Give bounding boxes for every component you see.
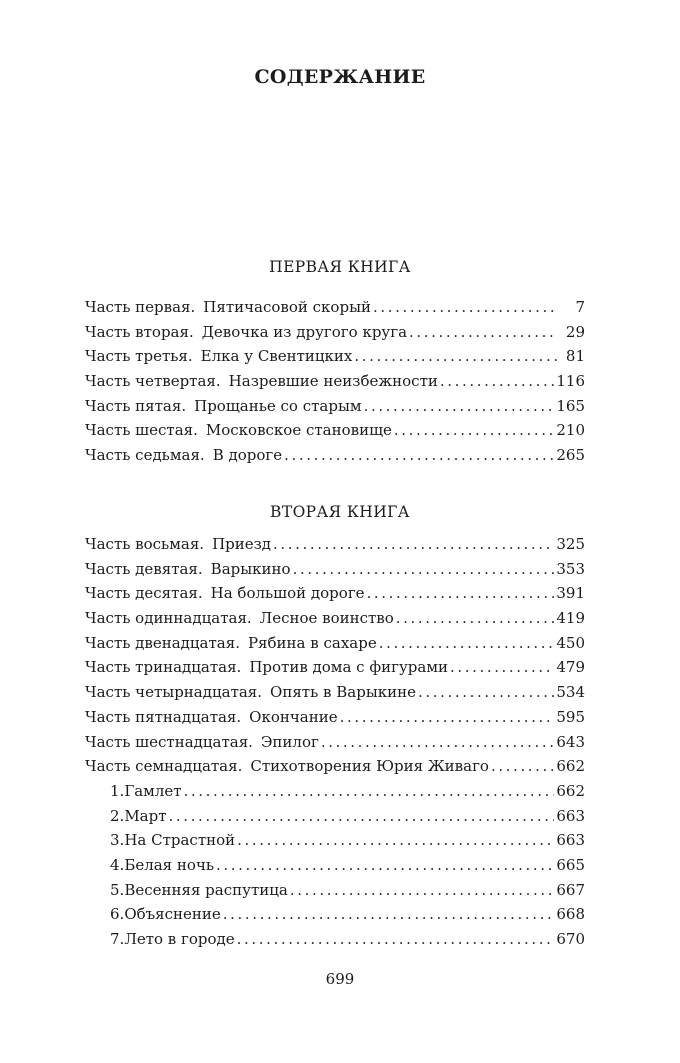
dot-leader [284,446,554,464]
poem-number: 5. [110,880,125,899]
entry-title: Эпилог [260,732,319,751]
entry-part-label: Часть третья. [85,347,193,366]
poem-title: Март [124,806,167,825]
entry-title: Опять в Варыкине [270,683,417,702]
dot-leader [223,905,555,923]
entry-part-label: Часть первая. [85,298,196,316]
entry-part-label: Часть пятнадцатая. [85,707,242,726]
entry-title: Варыкино [210,559,291,578]
entry-page-number: 165 [556,396,585,415]
dot-leader [237,831,554,849]
entry-page-number: 668 [556,905,585,924]
dot-leader [409,323,557,341]
dot-leader [418,683,554,701]
poem-entry [85,831,585,856]
entry-title: Девочка из другого круга [201,322,408,341]
entry-title: Приезд [212,535,272,553]
poem-entry [85,905,585,930]
poem-title: Гамлет [124,781,182,800]
entry-title: Пятичасовой скорый [203,298,371,316]
dot-leader [440,372,554,390]
dot-leader [169,807,555,825]
entry-part-label: Часть вторая. [85,322,194,341]
entry-page-number: 265 [556,446,585,465]
dot-leader [379,634,555,652]
entry-title: Елка у Свентицких [200,347,353,366]
entry-part-label: Часть четырнадцатая. [85,683,263,702]
poem-title: Белая ночь [124,855,215,874]
poem-title: На Страстной [124,831,236,850]
entry-part-label: Часть шестнадцатая. [85,732,253,751]
entry-page-number: 665 [556,855,585,874]
entry-title: Стихотворения Юрия Живаго [250,757,489,776]
dot-leader [237,930,555,948]
toc-entry [85,609,585,634]
entry-part-label: Часть восьмая. [85,535,205,553]
entry-page-number: 7 [575,298,585,316]
entry-page-number: 29 [565,322,585,341]
dot-leader [290,881,555,899]
dot-leader [340,708,555,726]
entry-title: На большой дороге [210,584,365,603]
poem-entry [85,881,585,906]
poem-number: 2. [110,806,125,825]
toc-entry [85,584,585,609]
entry-page-number: 116 [556,372,585,391]
dot-leader [396,609,555,627]
toc-entry [85,397,585,422]
dot-leader [394,421,554,439]
toc-entry [85,560,585,585]
book-two-toc [85,535,585,955]
book-one-toc [85,298,585,471]
poem-number: 4. [110,855,125,874]
dot-leader [184,782,555,800]
entry-page-number: 595 [556,707,585,726]
toc-entry [85,323,585,348]
entry-page-number: 663 [556,831,585,850]
entry-part-label: Часть двенадцатая. [85,633,240,652]
toc-entry [85,683,585,708]
poem-title: Лето в городе [124,930,235,948]
entry-page-number: 450 [556,633,585,652]
poem-title: Весенняя распутица [124,880,288,899]
book-two-title: ВТОРАЯ КНИГА [270,503,410,521]
entry-page-number: 662 [556,757,585,776]
entry-part-label: Часть шестая. [85,421,198,440]
poem-entry [85,930,585,955]
entry-page-number: 670 [556,930,585,948]
dot-leader [273,535,554,553]
toc-entry [85,733,585,758]
poem-title: Объяснение [124,905,221,924]
contents-title: СОДЕРЖАНИЕ [254,66,426,88]
toc-entry [85,347,585,372]
poem-number: 1. [110,781,125,800]
entry-title: Назревшие неизбежности [228,372,438,391]
entry-part-label: Часть четвертая. [85,372,221,391]
poem-number: 6. [110,905,125,924]
toc-entry [85,446,585,471]
toc-entry [85,658,585,683]
toc-entry [85,708,585,733]
poem-entry [85,782,585,807]
entry-page-number: 353 [556,559,585,578]
toc-entry [85,634,585,659]
entry-title: Окончание [249,707,338,726]
entry-page-number: 662 [556,781,585,800]
toc-entry [85,298,585,323]
entry-title: Московское становище [205,421,392,440]
entry-page-number: 391 [556,584,585,603]
toc-entry [85,372,585,397]
entry-part-label: Часть тринадцатая. [85,658,242,677]
poem-entry [85,856,585,881]
dot-leader [216,856,554,874]
dot-leader [367,584,555,602]
entry-page-number: 667 [556,880,585,899]
entry-page-number: 325 [556,535,585,553]
entry-part-label: Часть девятая. [85,559,203,578]
entry-part-label: Часть седьмая. [85,446,205,465]
entry-title: В дороге [212,446,283,465]
entry-title: Рябина в сахаре [247,633,377,652]
entry-part-label: Часть одиннадцатая. [85,609,252,628]
entry-title: Лесное воинство [259,609,394,628]
entry-page-number: 534 [556,683,585,702]
entry-part-label: Часть семнадцатая. [85,757,243,776]
dot-leader [491,757,554,775]
dot-leader [321,733,555,751]
poem-entry [85,807,585,832]
entry-title: Против дома с фигурами [249,658,448,677]
entry-page-number: 643 [556,732,585,751]
entry-part-label: Часть десятая. [85,584,203,603]
poem-number: 3. [110,831,125,850]
entry-part-label: Часть пятая. [85,396,187,415]
entry-page-number: 81 [565,347,585,366]
toc-entry [85,421,585,446]
page-number: 699 [325,970,355,988]
dot-leader [373,298,557,316]
dot-leader [364,397,555,415]
entry-page-number: 479 [556,658,585,677]
book-one-title: ПЕРВАЯ КНИГА [269,258,411,276]
entry-page-number: 419 [556,609,585,628]
entry-page-number: 663 [556,806,585,825]
poem-number: 7. [110,930,125,948]
entry-title: Прощанье со старым [194,396,362,415]
toc-entry [85,757,585,782]
entry-page-number: 210 [556,421,585,440]
dot-leader [450,658,554,676]
dot-leader [293,560,555,578]
dot-leader [354,347,557,365]
toc-entry [85,535,585,560]
